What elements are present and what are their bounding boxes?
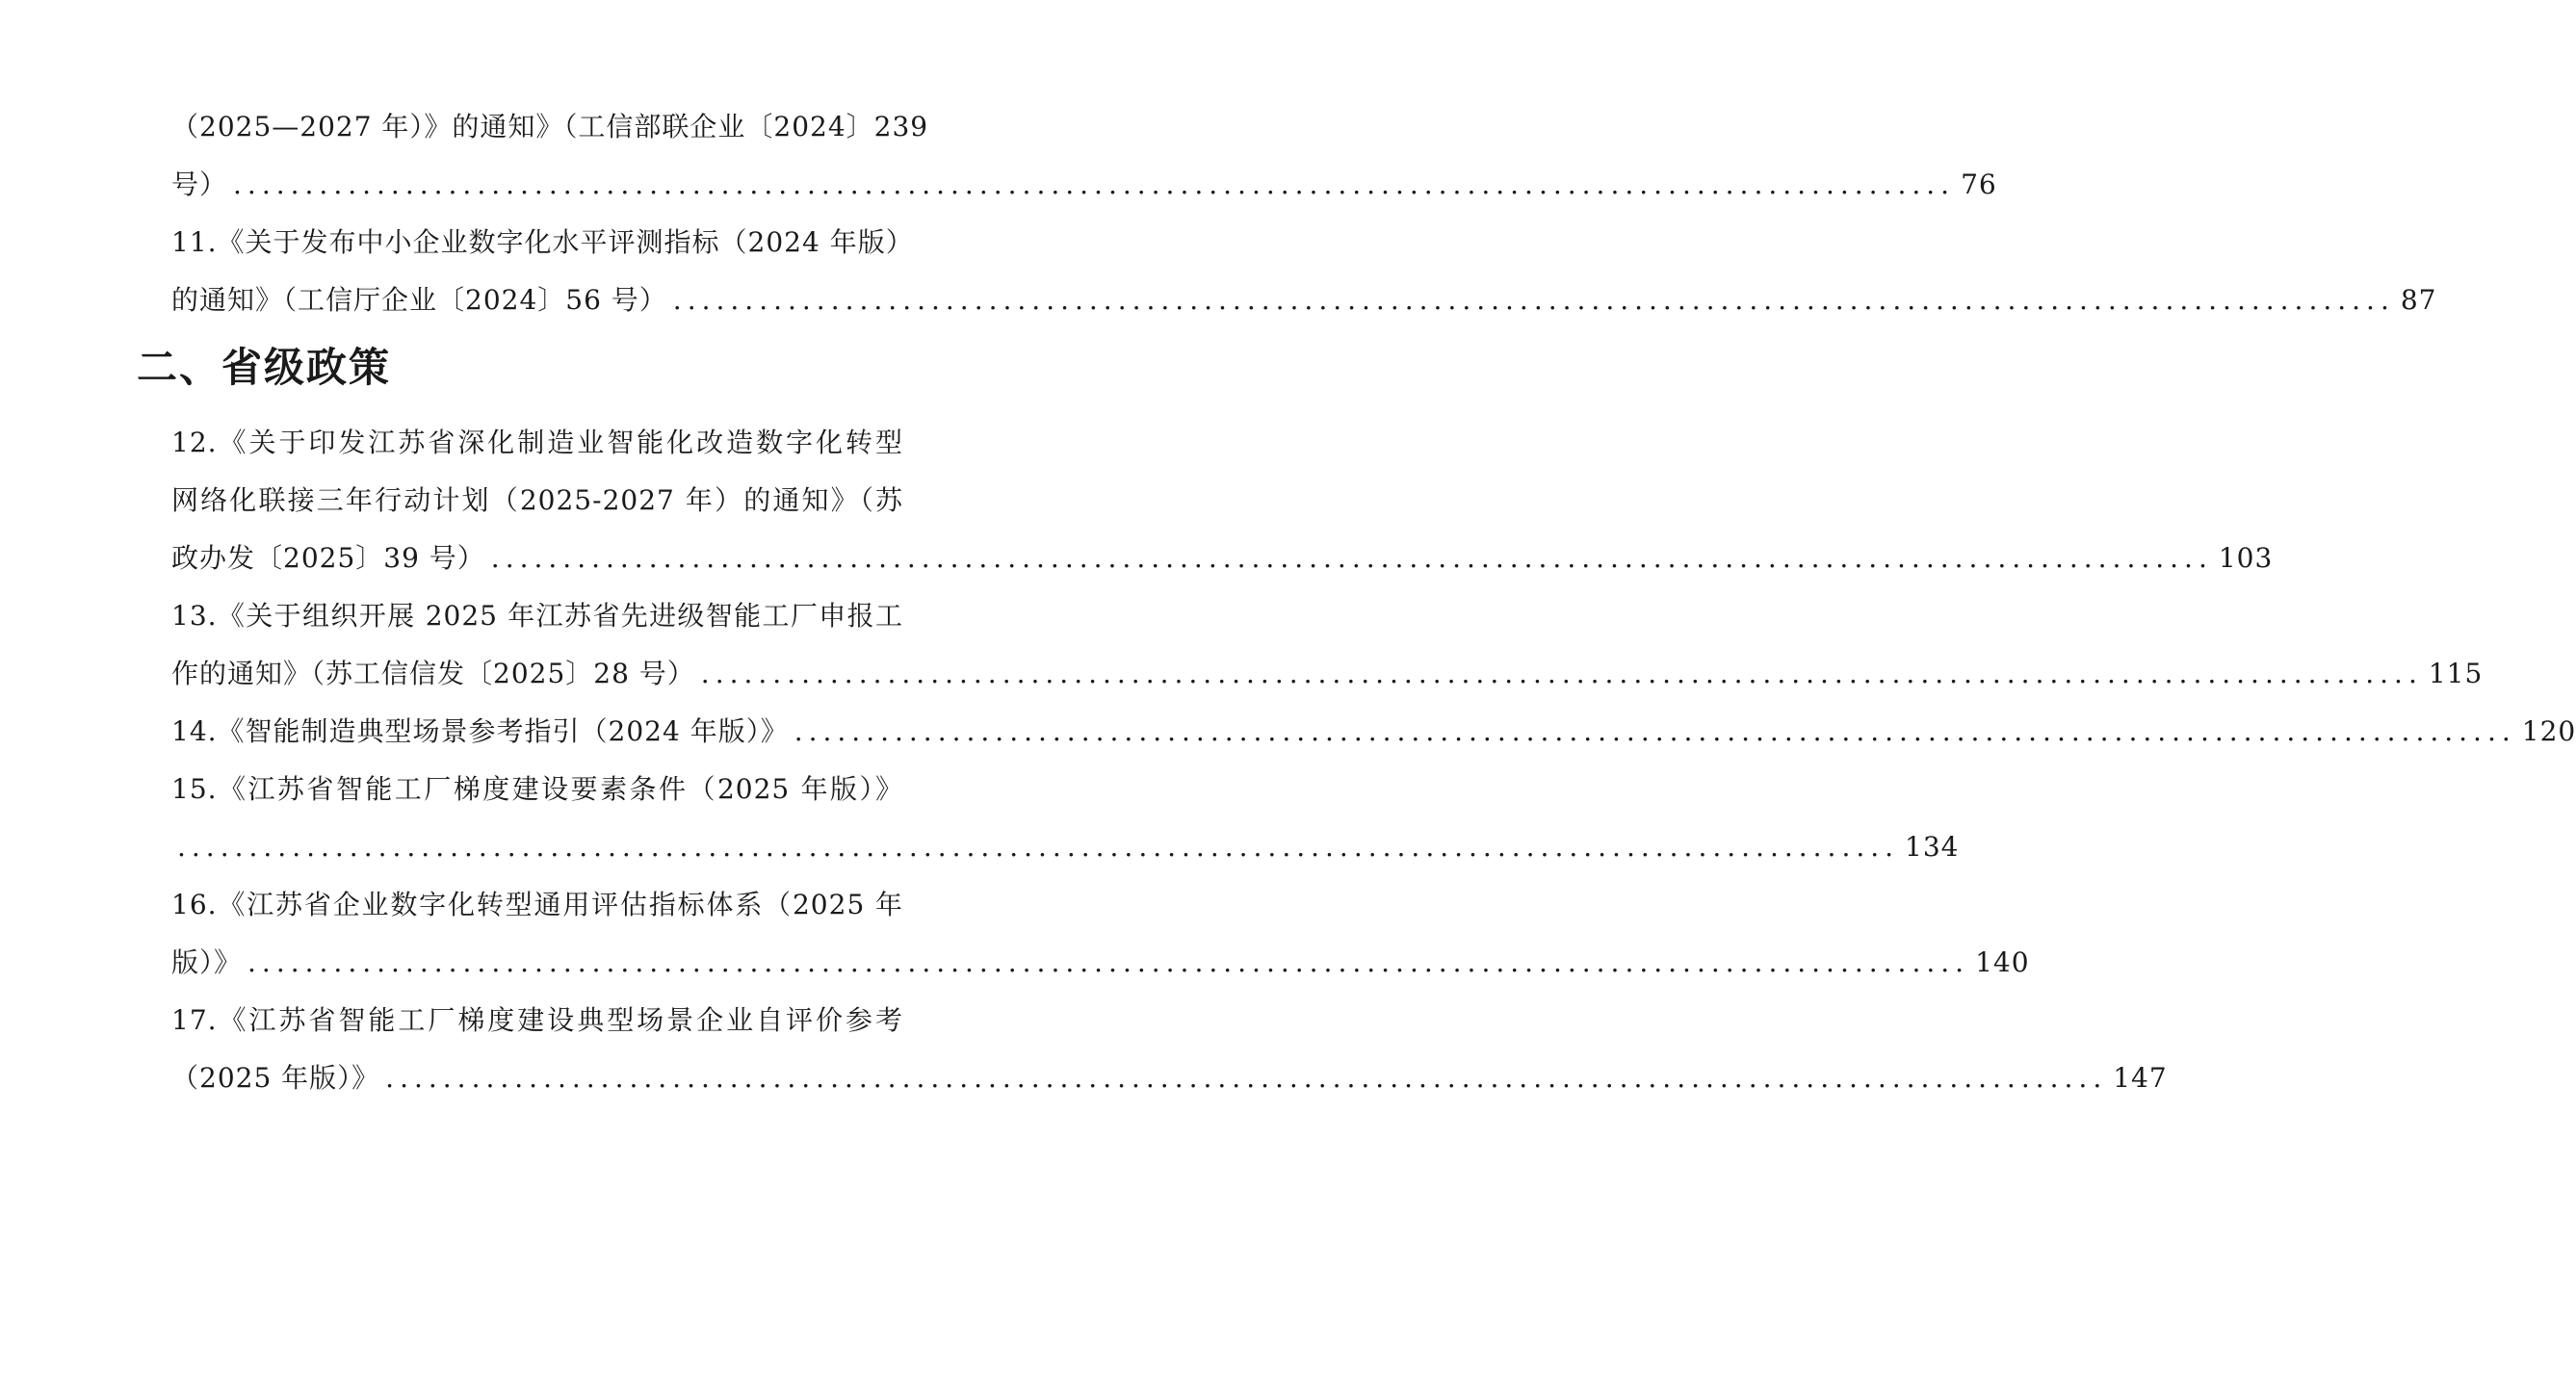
toc-page-number: 103 bbox=[2218, 542, 2274, 574]
toc-entry-text: 号） bbox=[171, 168, 228, 200]
toc-entry-17-line-2[interactable] bbox=[171, 1057, 2168, 1100]
toc-entry-15-line-1: 15.《江苏省智能工厂梯度建设要素条件（2025 年版）》 bbox=[171, 773, 903, 805]
toc-entry-17-line-1: 17.《江苏省智能工厂梯度建设典型场景企业自评价参考 bbox=[171, 1004, 903, 1036]
dot-leader: ........................................................................................................................ bbox=[247, 946, 1970, 978]
dot-leader: ........................................................................................................................ bbox=[385, 1062, 2108, 1094]
dot-leader: ........................................................................................................................ bbox=[177, 831, 1900, 863]
toc-entry-11-line-2[interactable] bbox=[171, 279, 2437, 322]
dot-leader: ........................................................................................................................ bbox=[672, 284, 2395, 316]
section-heading: 二、省级政策 bbox=[137, 344, 392, 391]
toc-entry-13-line-1: 13.《关于组织开展 2025 年江苏省先进级智能工厂申报工 bbox=[171, 600, 903, 632]
toc-entry-14-line-1[interactable] bbox=[171, 711, 2576, 753]
toc-entry-text: 14.《智能制造典型场景参考指引（2024 年版）》 bbox=[171, 715, 789, 747]
toc-entry-text: 的通知》（工信厅企业〔2024〕56 号） bbox=[171, 284, 667, 316]
toc-entry-text: 版）》 bbox=[171, 946, 243, 978]
toc-entry-11-line-1: 11.《关于发布中小企业数字化水平评测指标（2024 年版） bbox=[171, 226, 914, 258]
toc-entry-13-line-2[interactable] bbox=[171, 653, 2484, 695]
toc-page-number: 147 bbox=[2113, 1062, 2168, 1094]
toc-page-number: 134 bbox=[1905, 831, 1960, 863]
toc-entry-15-line-2[interactable] bbox=[171, 826, 1960, 868]
toc-entry-text: 作的通知》（苏工信信发〔2025〕28 号） bbox=[171, 658, 695, 689]
dot-leader: ........................................................................................................................ bbox=[700, 658, 2423, 689]
toc-page-number: 87 bbox=[2400, 284, 2437, 316]
toc-entry-text: （2025 年版）》 bbox=[171, 1062, 380, 1094]
toc-page-number: 140 bbox=[1975, 946, 2030, 978]
dot-leader: ........................................................................................................................ bbox=[794, 715, 2516, 747]
toc-entry-12-line-1: 12.《关于印发江苏省深化制造业智能化改造数字化转型 bbox=[171, 427, 903, 458]
toc-page-number: 115 bbox=[2428, 658, 2484, 689]
toc-entry-16-line-1: 16.《江苏省企业数字化转型通用评估指标体系（2025 年 bbox=[171, 889, 903, 920]
toc-entry-12-line-3[interactable] bbox=[171, 537, 2274, 580]
toc-entry-text: 政办发〔2025〕39 号） bbox=[171, 542, 485, 574]
toc-entry-10-line-2[interactable] bbox=[171, 164, 1997, 206]
dot-leader: ........................................................................................................................ bbox=[233, 168, 1956, 200]
toc-page-number: 120 bbox=[2521, 715, 2576, 747]
dot-leader: ........................................................................................................................ bbox=[490, 542, 2213, 574]
toc-entry-10-line-1: （2025—2027 年）》的通知》（工信部联企业〔2024〕239 bbox=[171, 111, 929, 142]
toc-entry-12-line-2: 网络化联接三年行动计划（2025-2027 年）的通知》（苏 bbox=[171, 484, 903, 516]
toc-page-number: 76 bbox=[1961, 168, 1997, 200]
toc-entry-16-line-2[interactable] bbox=[171, 942, 2030, 984]
